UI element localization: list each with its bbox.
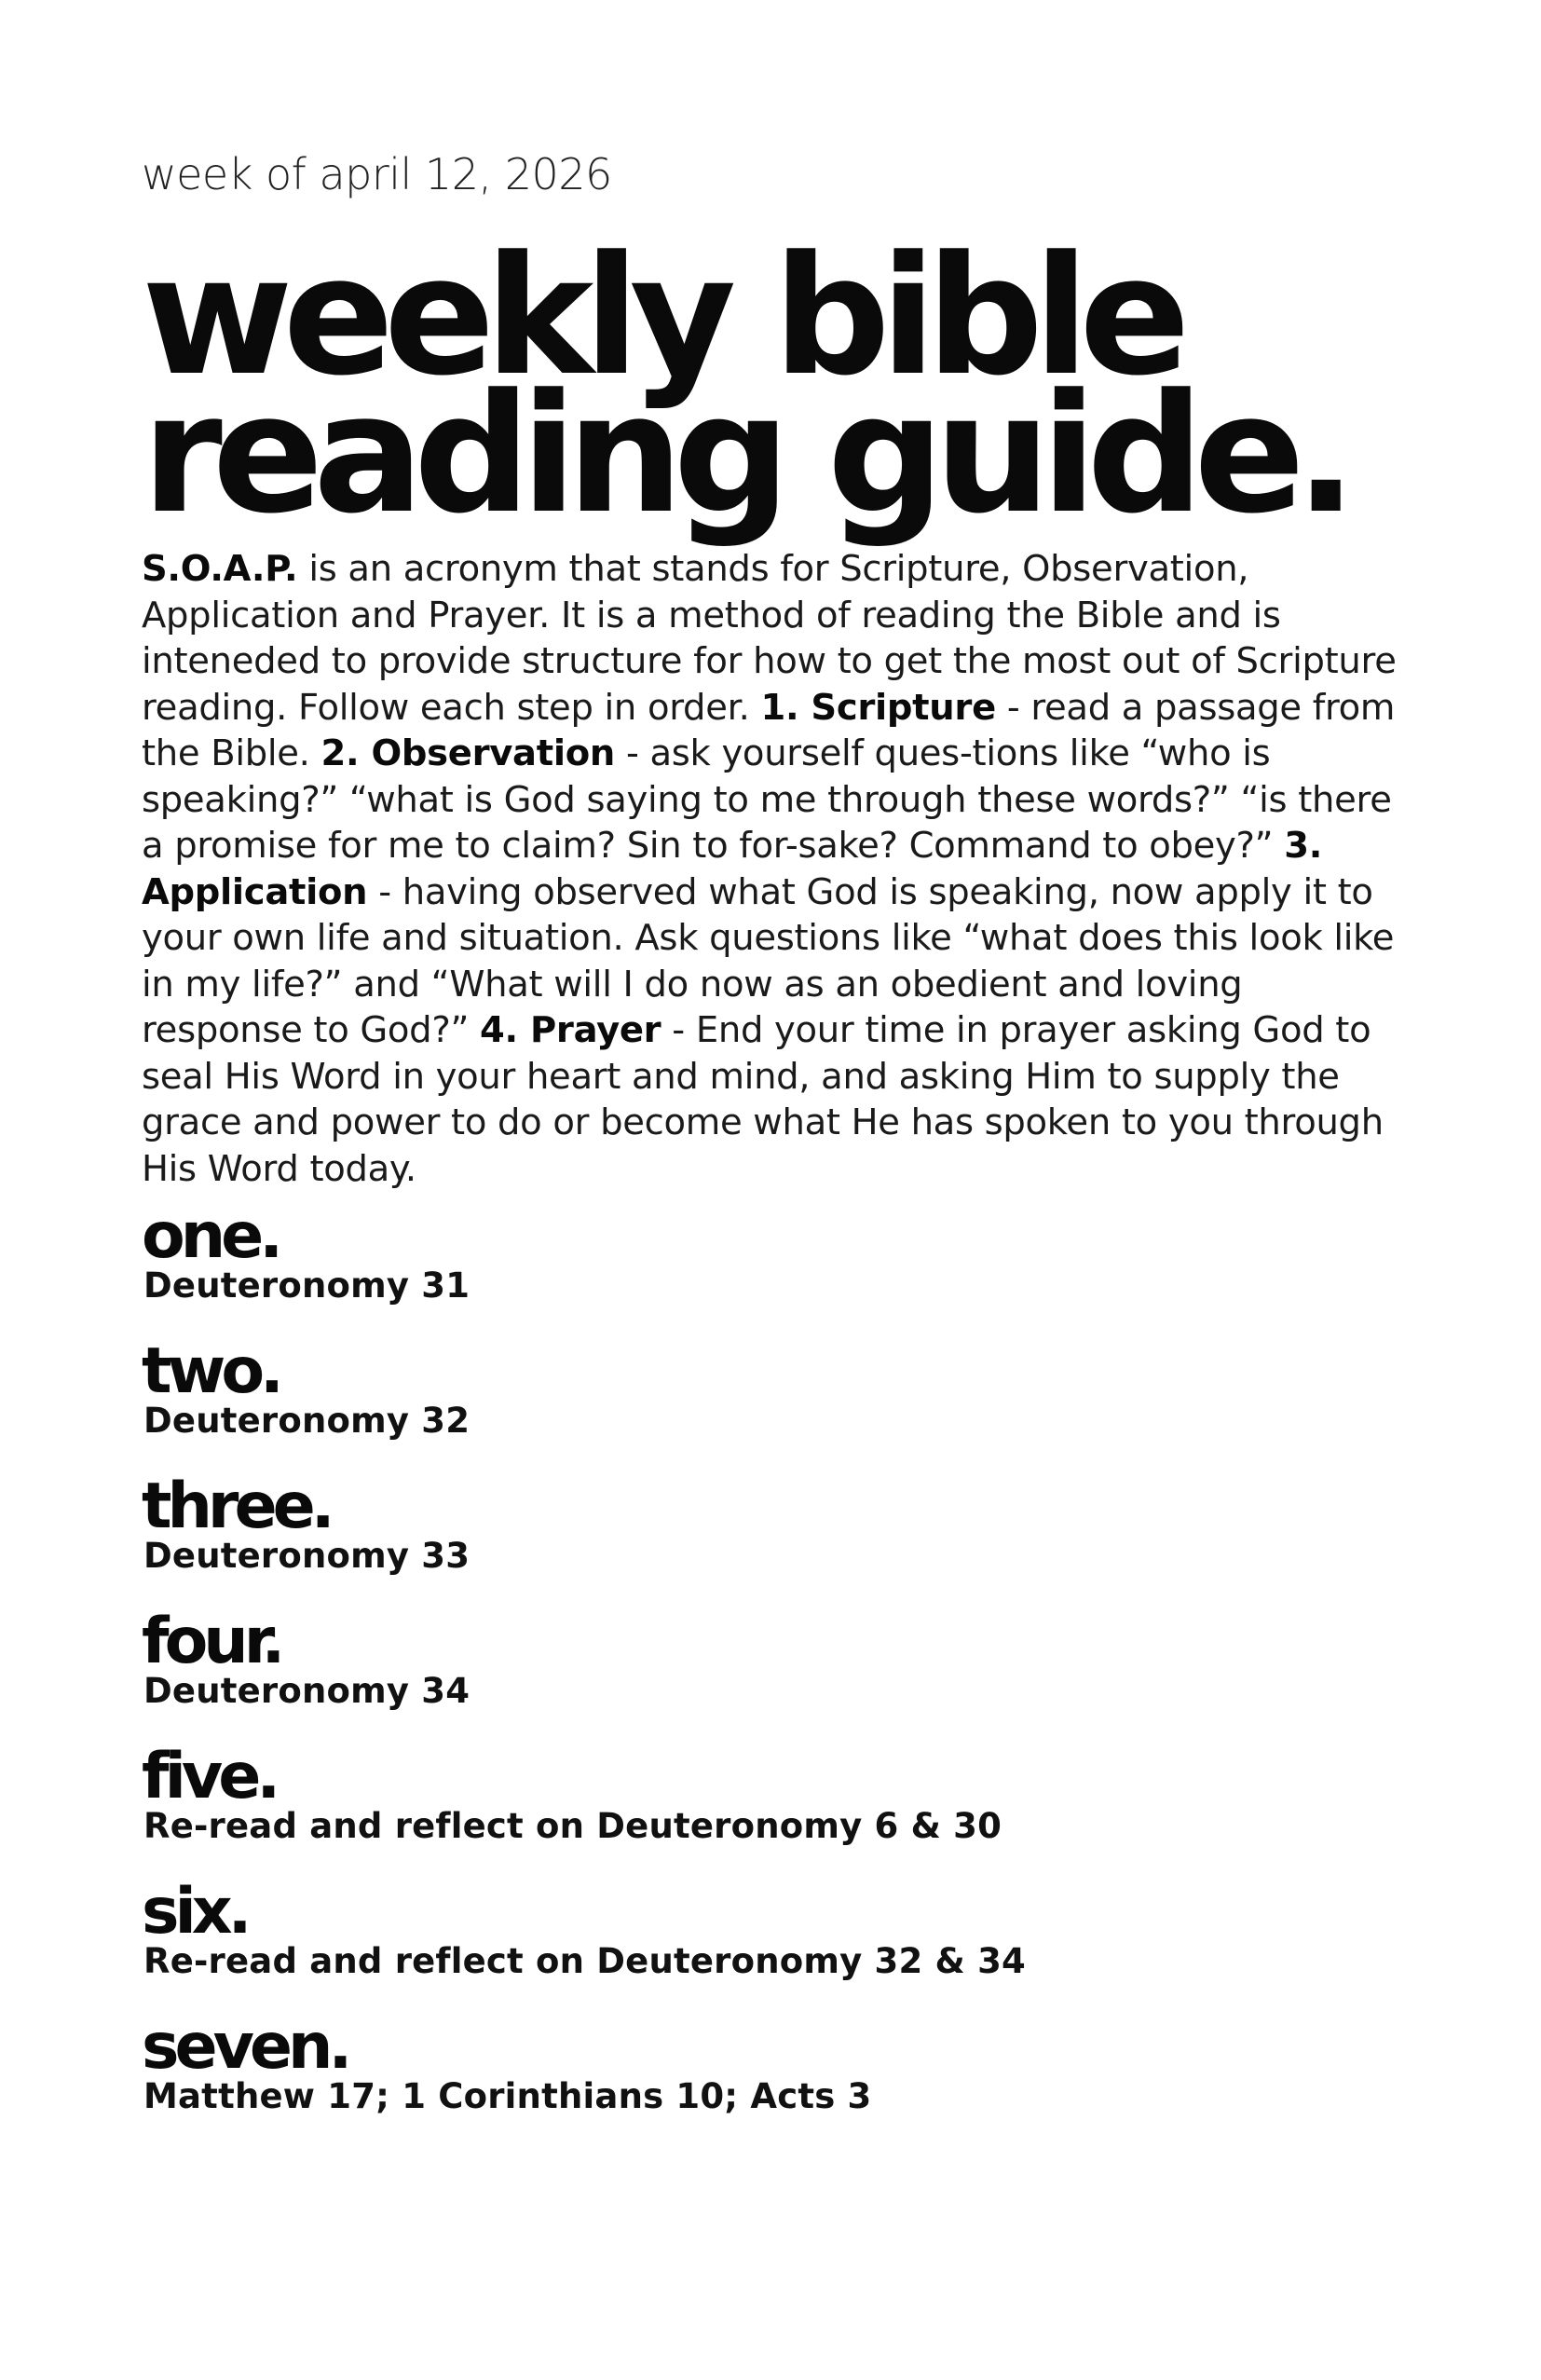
day-label: four. bbox=[142, 1605, 281, 1678]
intro-text-3: - ask yourself ques-tions like “who is speaking?” “what is God saying to me through these words?” “is there a promise for me to claim? Sin to for-sake? Command to obey?” bbox=[142, 732, 1392, 867]
intro-text-2: - read a passage from the Bible. bbox=[142, 686, 1396, 774]
day-reading: Re-read and reflect on Deuteronomy 32 & 34 bbox=[143, 1941, 1026, 1981]
day-item bbox=[142, 2010, 1446, 2151]
day-item bbox=[142, 1740, 1446, 1881]
intro-text-1: is an acronym that stands for Scripture, Observation, Application and Prayer. It is a method of reading the Bible and is inteneded to provide structure for how to get the most out of Scripture reading. Follow each step in order. bbox=[142, 548, 1397, 729]
step-prayer: 4. Prayer bbox=[480, 1009, 661, 1051]
soap-acronym: S.O.A.P. bbox=[142, 548, 298, 590]
reading-guide-page bbox=[142, 140, 1446, 2151]
day-reading: Deuteronomy 31 bbox=[143, 1265, 470, 1306]
day-item bbox=[142, 1875, 1446, 2016]
title-line-2: reading guide. bbox=[142, 359, 1347, 550]
daily-readings-list bbox=[142, 1199, 1446, 2151]
soap-description bbox=[142, 546, 1399, 1192]
day-label: three. bbox=[142, 1470, 331, 1543]
day-label: five. bbox=[142, 1740, 277, 1813]
day-label: seven. bbox=[142, 2010, 348, 2084]
day-item bbox=[142, 1334, 1446, 1475]
day-label: two. bbox=[142, 1334, 280, 1408]
day-label: six. bbox=[142, 1875, 248, 1949]
day-label: one. bbox=[142, 1199, 280, 1273]
day-reading: Deuteronomy 34 bbox=[143, 1671, 470, 1711]
day-reading: Deuteronomy 32 bbox=[143, 1401, 470, 1441]
step-application: 3. Application bbox=[142, 825, 1323, 913]
intro-text-4: - having observed what God is speaking, now apply it to your own life and situation. Ask questions like “what does this look like in my life?” and “What will I do now as an obedient and loving response to God?” bbox=[142, 870, 1395, 1051]
week-date: week of april 12, 2026 bbox=[142, 149, 612, 199]
step-scripture: 1. Scripture bbox=[760, 686, 996, 729]
day-reading: Deuteronomy 33 bbox=[143, 1536, 470, 1576]
title-line-1: weekly bible bbox=[142, 221, 1180, 412]
day-reading: Re-read and reflect on Deuteronomy 6 & 30 bbox=[143, 1806, 1002, 1846]
day-item bbox=[142, 1199, 1446, 1340]
step-observation: 2. Observation bbox=[320, 732, 615, 774]
day-item bbox=[142, 1605, 1446, 1745]
day-reading: Matthew 17; 1 Corinthians 10; Acts 3 bbox=[143, 2076, 872, 2116]
page-title bbox=[142, 221, 1446, 550]
intro-text-5: - End your time in prayer asking God to seal His Word in your heart and mind, and asking Him to supply the grace and power to do or become what He has spoken to you through His Word today. bbox=[142, 1009, 1384, 1190]
day-item bbox=[142, 1470, 1446, 1610]
